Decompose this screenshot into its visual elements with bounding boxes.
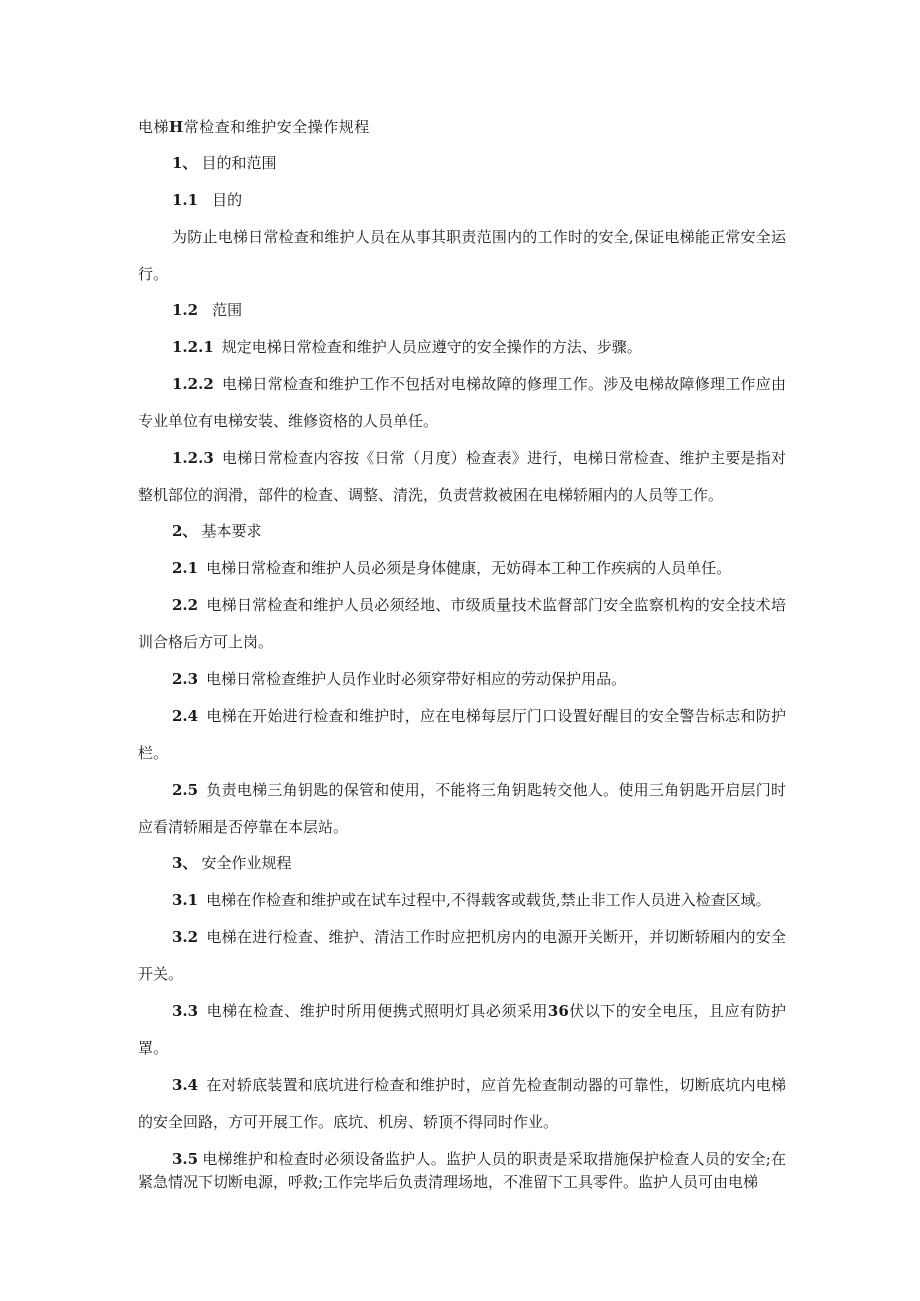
- paragraph-text: 电梯日常检查内容按《日常（月度）检查表》进行，电梯日常检查、维护主要是指对整机部位的润滑，部件的检查、调整、清洗，负责营救被困在电梯轿厢内的人员等工作。: [138, 449, 786, 504]
- paragraph-text: 电梯在作检查和维护或在试车过程中,不得载客或载货,禁止非工作人员进入检查区域。: [206, 891, 771, 909]
- paragraph-text: 电梯日常检查和维护人员必须是身体健康，无妨碍本工种工作疾病的人员单任。: [206, 559, 732, 577]
- section-2-1: [138, 550, 786, 587]
- document-title: [138, 116, 370, 137]
- section-number: 2、: [172, 522, 198, 540]
- section-1-2-1: [138, 329, 786, 366]
- section-number: 1.2: [172, 301, 199, 319]
- title-suffix: 常检查和维护安全操作规程: [183, 118, 370, 136]
- paragraph-text-a: 电梯在检查、维护时所用便携式照明灯具必须采用: [206, 1002, 548, 1020]
- section-2-3: [138, 661, 786, 698]
- section-number: 3.3: [172, 1002, 199, 1020]
- section-title: 范围: [212, 301, 243, 319]
- section-number: 3.2: [172, 928, 199, 946]
- section-number: 1.2.3: [172, 449, 214, 467]
- section-number: 2.4: [172, 707, 199, 725]
- voltage-value: 36: [547, 1002, 569, 1020]
- section-1-2-heading: [172, 300, 242, 320]
- section-1-2-3: [138, 440, 786, 514]
- section-1-1-body: [138, 219, 786, 293]
- section-number: 2.5: [172, 781, 199, 799]
- paragraph-text: 电梯日常检查和维护工作不包括对电梯故障的修理工作。涉及电梯故障修理工作应由专业单位有电梯安装、维修资格的人员单任。: [138, 375, 786, 430]
- section-number: 1.1: [172, 191, 199, 209]
- title-bold-char: H: [169, 118, 184, 136]
- section-number: 2.3: [172, 670, 199, 688]
- section-number: 1、: [172, 154, 198, 172]
- section-1-2-2: [138, 366, 786, 440]
- title-prefix: 电梯: [138, 118, 170, 136]
- section-title: 目的: [212, 191, 243, 209]
- paragraph-text: 电梯日常检查维护人员作业时必须穿带好相应的劳动保护用品。: [206, 670, 627, 688]
- section-2-2: [138, 587, 786, 661]
- section-number: 3.4: [172, 1076, 199, 1094]
- paragraph-text: 为防止电梯日常检查和维护人员在从事其职责范围内的工作时的安全,保证电梯能正常安全运行。: [138, 228, 786, 283]
- paragraph-text: 电梯日常检查和维护人员必须经地、市级质量技术监督部门安全监察机构的安全技术培训合格后方可上岗。: [138, 596, 786, 651]
- paragraph-text: 电梯在开始进行检查和维护时，应在电梯每层厅门口设置好醒目的安全警告标志和防护栏。: [138, 707, 786, 762]
- section-title: 安全作业规程: [201, 854, 292, 872]
- section-3-3: [138, 993, 786, 1067]
- section-1-1-heading: [172, 190, 242, 210]
- section-3-4: [138, 1067, 786, 1141]
- paragraph-text: 负责电梯三角钥匙的保管和使用，不能将三角钥匙转交他人。使用三角钥匙开启层门时应看清轿厢是否停靠在本层站。: [138, 781, 786, 836]
- section-number: 2.1: [172, 559, 199, 577]
- section-1-heading: [172, 153, 276, 173]
- section-3-5: [138, 1148, 786, 1194]
- section-3-2: [138, 919, 786, 993]
- paragraph-text-b: 伏以下的安全电压，且应有防护罩。: [138, 1002, 786, 1057]
- paragraph-text: 在对轿底装置和底坑进行检查和维护时，应首先检查制动器的可靠性，切断底坑内电梯的安全回路，方可开展工作。底坑、机房、轿顶不得同时作业。: [138, 1076, 786, 1131]
- paragraph-text: 规定电梯日常检查和维护人员应遵守的安全操作的方法、步骤。: [221, 338, 642, 356]
- section-2-heading: [172, 521, 261, 541]
- section-title: 目的和范围: [201, 154, 277, 172]
- section-3-heading: [172, 853, 291, 873]
- section-2-4: [138, 698, 786, 772]
- section-3-1: [138, 882, 786, 919]
- section-number: 1.2.1: [172, 338, 214, 356]
- section-title: 基本要求: [201, 522, 262, 540]
- section-2-5: [138, 772, 786, 846]
- paragraph-text: 电梯在进行检查、维护、清洁工作时应把机房内的电源开关断开，并切断轿厢内的安全开关。: [138, 928, 786, 983]
- section-number: 3、: [172, 854, 198, 872]
- section-number: 1.2.2: [172, 375, 214, 393]
- section-number: 3.1: [172, 891, 199, 909]
- section-number: 2.2: [172, 596, 199, 614]
- section-number: 3.5: [172, 1150, 199, 1168]
- paragraph-text: 电梯维护和检查时必须设备监护人。监护人员的职责是采取措施保护检查人员的安全;在紧急情况下切断电源，呼救;工作完毕后负责清理场地，不准留下工具零件。监护人员可由电梯: [138, 1150, 786, 1191]
